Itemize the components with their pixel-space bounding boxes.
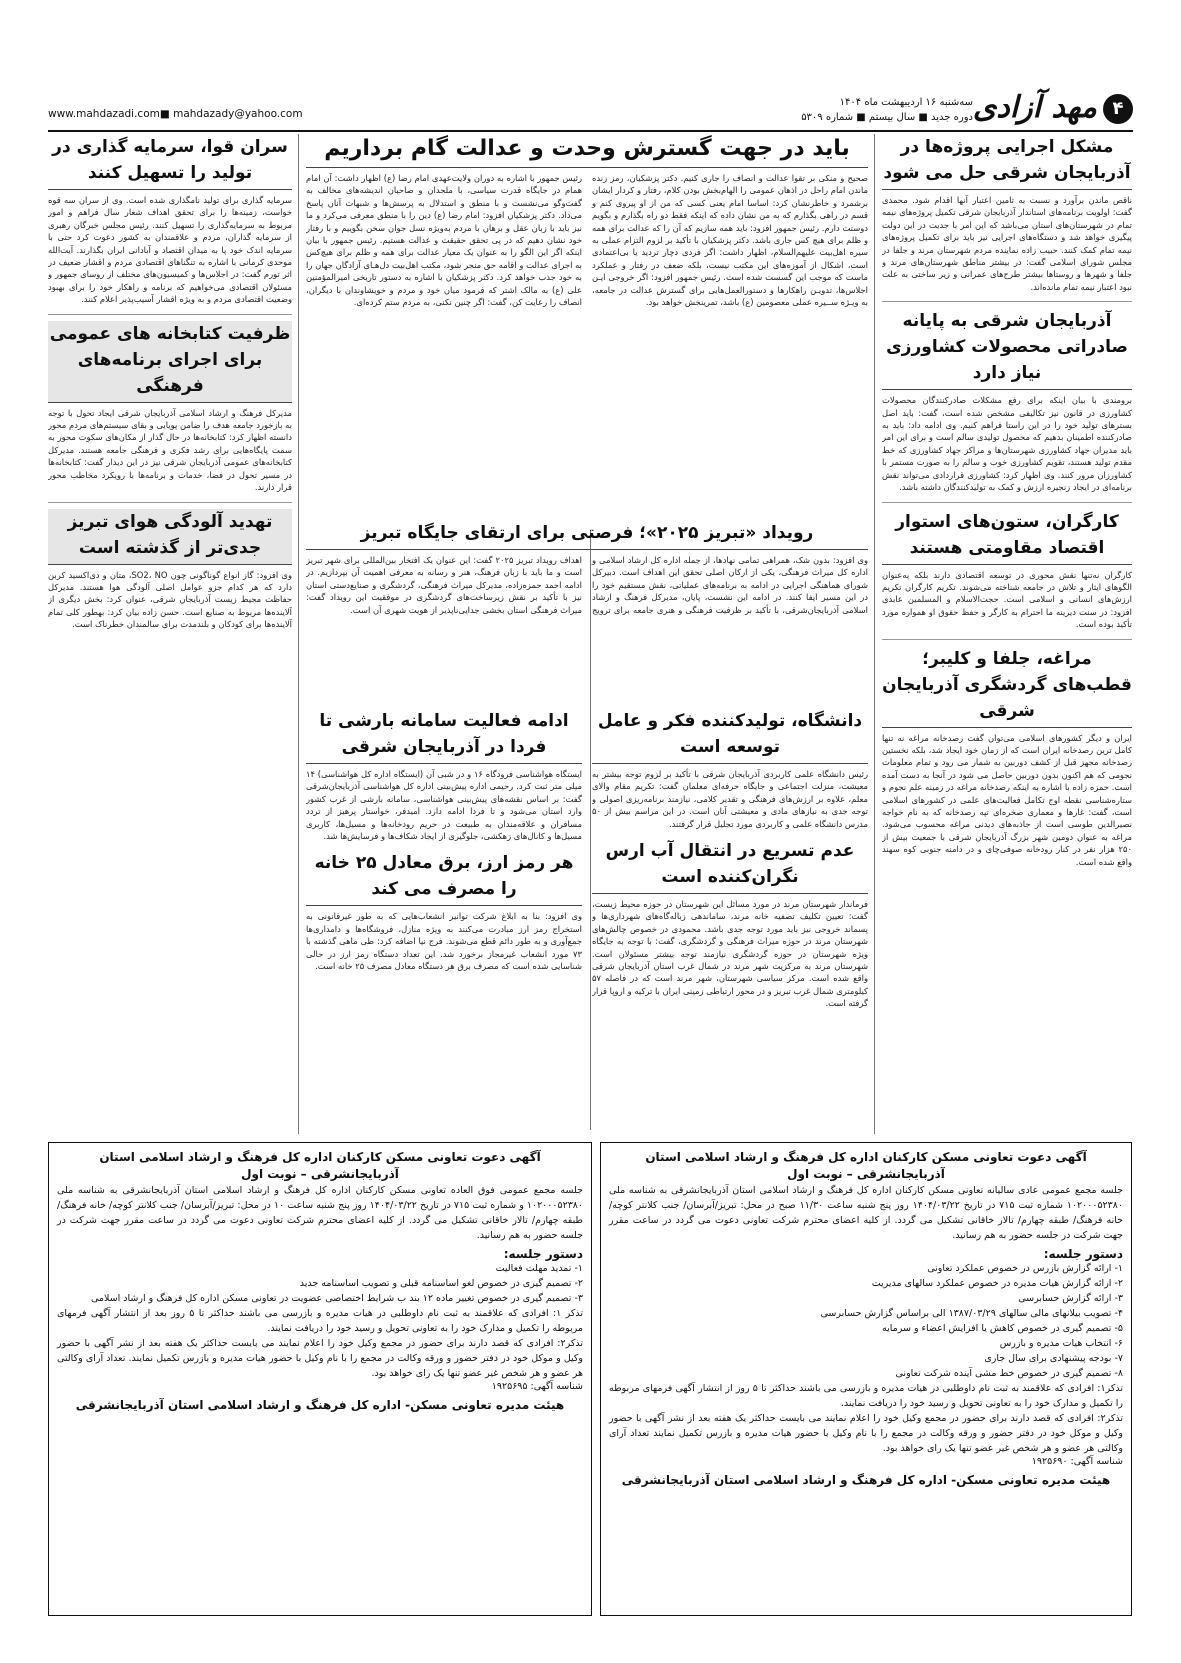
issue-info [801,95,973,125]
article-rainfall [306,708,582,842]
ad-note: تذکر۲: افرادی که قصد دارند برای حضور در مجمع وکیل خود را اعلام نمایند می بایست حداکثر یک هفته بعد از نشر آگهی با حضور وکیل و موکل خود در دفتر حضور و ورقه وکالت در مجمع را با نام وکیل با حضور هیات مدیره و بازرس تکمیل نمایند تعداد آرای وکالتی هر عضو و هر شخص غیر عضو تنها یک رای خواهد بود. [609,1413,1123,1454]
headline: تهدید آلودگی هوای تبریز جدی‌تر از گذشته است [48,509,292,565]
center-column [306,134,868,1134]
article-body: فرماندار شهرستان مرند در مورد مسائل این شهرستان در حوزه محیط زیست، گفت: تعیین تکلیف تصفیه خانه مرند، ساماندهی زباله‌گاه‌های شهرداری‌ها و پسماند خروجی نیز باید مورد توجه جدی باشد. محمودی در خصوص چالش‌های شهرستان مرند در حوزه میراث فرهنگی و گردشگری، گفت: با توجه به جایگاه ویژه شهرستان در حوزه گردشگری نیازمند توجه بیشتر مسئولان است. شهرستان مرند به مرکزیت شهر مرند در شمال غرب استان آذربایجان شرقی واقع شده است. مرکز سیاسی شهرستان، شهر مرند است که در فاصله ۵۷ کیلومتری شمال غرب تبریز و در محور ارتباطی زمینی ایران با ترکیه و اروپا قرار گرفته است. [592,899,868,1009]
article-body: وی افزود: گاز انواع گوناگونی چون SO2، NO، متان و دی‌اکسید کربن دارد که هر کدام جزو عوامل اصلی آلودگی هوا هستند. مدیرکل حفاظت محیط زیست آذربایجان شرقی، عنوان کرد: بخش دیگری از آلاینده‌ها مربوط به صنایع است. حسن زاده بیان کرد: بهطور کلی تمام آلاینده‌ها برای کودکان و بلندمدت برای سالمندان خطرناک است. [48,569,292,630]
ad-text: جلسه مجمع عمومی فوق العاده تعاونی مسکن کارکنان اداره کل فرهنگ و ارشاد اسلامی استان آذربایجانشرقی به شناسه ملی ۱۰۲۰۰۰۵۲۳۸۰ و شماره ثبت ۷۱۵ در تاریخ ۱۴۰۴/۰۳/۲۲ روز پنج شنبه ساعت ۱۰ در محل: تبریز/آبرسان/ جنب کلانتر کوچه/ خانه فرهنگ/ طبقه چهارم/ تالار خاقانی تشکیل می گردد. از کلیه اعضای محترم شرکت تعاونی دعوت می گردد در ساعت مقرر جهت شرکت در جلسه حضور به هم رسانید. [57,1185,584,1241]
ad-title: آگهی دعوت تعاونی مسکن کارکنان اداره کل فرهنگ و ارشاد اسلامی استان آذربایجانشرقی – نوبت اول [99,1150,541,1181]
agenda-item: ۷- بودجه پیشنهادی برای سال جاری [984,1353,1123,1364]
issue-date: سه‌شنبه ۱۶ اردیبهشت ماه ۱۴۰۴ [839,97,973,108]
issue-number: دوره جدید ■ سال بیستم ■ شماره ۵۳۰۹ [801,112,973,123]
article-tourism [882,646,1132,868]
newspaper-logo: مهد آزادی [972,90,1097,125]
article-investment [48,134,292,306]
agenda-item: ۲- تصمیم گیری در خصوص لغو اساسنامه قبلی و تصویب اساسنامه جدید [299,1278,583,1289]
agenda-item: ۳- تصمیم گیری در خصوص تغییر ماده ۱۲ بند ب شرایط اختصاصی عضویت در تعاونی مسکن اداره کل فرهنگ و ارشاد اسلامی [90,1293,583,1304]
article-crypto [306,850,582,972]
article-body: صحیح و منکی بر تقوا عدالت و انصاف را جاری کنیم. دکتر پزشکیان، رمز زنده ماندن امام راحل در اذهان عمومی را الهام‌بخش بودن کلام، رفتار و کردار ایشان برشمرد و خاطرنشان کرد: اساسا امام یعنی کسی که من از او پیروی کنم و قسم در راهی بگذارم که به من نشان داده که اینکه فقط دو راه بگذارم و بگویم دوستت دارم. رئیس جمهور افزود: باید همه سازیم که آن را که عدالت برای همه و ظلم برای هیچ کس جاری باشد. دکتر پزشکیان با تأکید بر لزوم التزام عملی به سیره اهل‌بیت علیهم‌السلام، اظهار داشت: اگر فردی دچار تردید یا بی‌اعتمادی است، اشکال از آموزه‌های این مکتب نیست، بلکه ضعف در رفتار و عملکرد ماست که موجب این گسست شده است. رئیس جمهور افزود: اگر خروجی ایـن اجلاس‌ها، تدویـن راهکارها و دستورالعمل‌هایی برای گسترش عدالت در جامعه، به ویـژه ســیره عملی معصومین (ع) باشد، تمرینخش خواهد بود. [592,173,868,308]
article-university [592,708,868,830]
article-main [306,134,868,512]
agenda-item: ۲- ارائه گزارش هیات مدیره در خصوص عملکرد سالهای مدیریت [871,1278,1123,1289]
column-divider [298,134,299,1134]
article-body: ایران و دیگر کشورهای اسلامی می‌توان گفت رصدخانه مراغه نه تنها کامل ترین رصدخانه ایران است که از زمان خود ایجاد شد، بلکه نخستین رصدخانه مجهز قبل از کشف دوربین به شمار می رود و تمام معلومات نجومی که هم اکنون بدون دوربین حاصل می شود در آنجا به دست آمده است. حمزه زاده با اشاره به اینکه رصدخانه مراغه در زمینه علم نجوم و ستاره‌شناسی نقطه اوج تکامل فعالیت‌های علمی در کشورهای اسلامی است، گفت: غارها و معماری صخره‌ای تپه رصدخانه که به نام خواجه نصیرالدین طوسی است از جاذبه‌های دیدنی مراغه محسوب می‌شود. مراغه به عنوان دومین شهر بزرگ آذربایجان شرقی با جمعیت بیش از ۲۵۰ هزار نفر در کنار رودخانه صوفی‌چای و در دامنه جنوبی کوه سهند واقع شده است. [882,732,1132,867]
headline: رویداد «تبریز ۲۰۲۵»؛ فرصتی برای ارتقای جایگاه تبریز [306,520,868,550]
ad-note: تذکر۱: افرادی که علاقمند به ثبت نام داوطلبی در هیات مدیره و بازرسی می باشند حداکثر تا ۵ روز از انتشار آگهی فرمهای مربوطه را تکمیل و مدارک خود را به تعاونی تحویل و رسید خود را دریافت نمایند. [609,1383,1123,1409]
agenda-title: دستور جلسه: [503,1247,583,1261]
ad-ordinary-assembly [600,1142,1132,1616]
headline: هر رمز ارز، برق معادل ۲۵ خانه را مصرف می کند [306,850,582,906]
article-aras-water [592,838,868,1010]
article-libraries [48,321,292,494]
article-projects [882,134,1132,293]
article-body: ناقص ماندن برآورد و نسبت به تامین اعتبار آنها اقدام شود. محمدی گفت: اولویت برنامه‌های استاندار آذربایجان شرقی تکمیل پروژه‌های نیمه تمام در شهرستان‌های استان می‌باشد که این امر با جدیت در این دولت پیگیری خواهد شد و دستگاه‌های اجرایی نیز باید برای تکمیل پروژه‌های نیمه تمام کمک کنند. حبیب زاده نماینده مردم شهرستان مرند و جلفا در مجلس شورای اسلامی گفت: در بیشتر مناطق شهرستان‌های مرند و جلفا و شهرها و روستاها بیشتر طرح‌های عمرانی و زیر ساختی به علت نبود اعتبار نیمه تمام مانده‌اند. [882,195,1132,292]
agenda-item: ۱- ارائه گزارش بازرس در خصوص عملکرد تعاونی [927,1263,1123,1274]
headline: کارگران، ستون‌های استوار اقتصاد مقاومتی هستند [882,509,1132,565]
ad-note: تذکر ۱: افرادی که علاقمند به ثبت نام داوطلبی در هیات مدیره و بازرسی می باشند حداکثر تا ۵ روز بعد از انتشار آگهی فرمهای مربوطه را تکمیل و مدارک خود را به تعاونی تحویل و رسید خود را دریافت نمایند. [57,1308,583,1334]
ad-note: تذکر۲: افرادی که قصد دارند برای حضور در مجمع وکیل خود را اعلام نمایند می بایست حداکثر یک هفته بعد از نشر آگهی با حضور وکیل و موکل خود در دفتر حضور و ورقه وکالت در مجمع را با نام وکیل با حضور هیات مدیره و بازرس تکمیل نمایند. تعداد آرای وکالتی هر عضو و هر شخص غیر عضو تنها یک رای خواهد بود. [57,1338,583,1379]
headline: سران قوا، سرمایه گذاری در تولید را تسهیل کنند [48,134,292,190]
headline: ظرفیت کتابخانه های عمومی برای اجرای برنامه‌های فرهنگی [48,321,292,403]
headline: عدم تسریع در انتقال آب ارس نگران‌کننده است [592,838,868,894]
center-right-subcolumn [306,708,582,1128]
article-body: برومندی با بیان اینکه برای رفع مشکلات صادرکنندگان محصولات کشاورزی در قانون نیز تکالیفی مشخص شده است، گفت: باید اصل بسترهای تولید خود را در این راستا فراهم کنیم. وی ادامه داد: باید به صادرکننده اطمینان بدهیم که محصول تولیدی سالم است و برای این امر باید مدیران جهاد کشاورزی شهرستان‌ها و مراکز جهاد کشاورزی که خط مقدم تولید هستند، تقویم کشاورزی خوب و سالم را به صورت مستمر با کشاورزان مرور کنند. وی اظهار کرد: کشاورزی قراردادی می‌تواند نقش برنامه‌ای در ایجاد زنجیره ارزش و کمک به تولیدکنندگان داشته باشد. [882,395,1132,493]
agenda-item: ۸- تصمیم گیری در خصوص خط مشی آینده شرکت تعاونی [895,1368,1123,1379]
agenda-item: ۱- تمدید مهلت فعالیت [495,1263,583,1274]
ad-signature: هیئت مدیره تعاونی مسکن- اداره کل فرهنگ و ارشاد اسلامی استان آذربایجانشرقی [75,1398,565,1412]
article-body: ایستگاه هواشناسی فرودگاه ۱۶ و در شبی آن (ایستگاه اداره کل هواشناسی) ۱۴ میلی متر ثبت کرد. رحیمی اداره پیش‌بینی اداره کل هواشناسی آذربایجان‌شرقی گفت: بر اساس نقشه‌های پیش‌بینی هواشناسی، سامانه بارشی از غرب کشور وارد استان می‌شود و تا فردا ادامه دارد. امیدفر، خواستار پرهیز از تردد مسافران و علاقه‌مندان به طبیعت در حریم رودخانه‌ها و مسیل‌ها، کاربری مسیل‌ها و کانال‌های زهکشی، جلوگیری از ایجاد شکاف‌ها و فرسایش‌ها شد. [306,769,582,842]
article-workers [882,509,1132,631]
ad-code: شناسه آگهی: ۱۹۲۵۶۹۰ [1031,1456,1123,1467]
article-air-pollution [48,509,292,631]
page-number: ۴ [1103,94,1133,124]
center-left-subcolumn [592,708,868,1128]
right-column [882,134,1132,1134]
article-body: سرمایه گذاری برای تولید نامگذاری شده است. وی از سران سه قوه خواست، زمینه‌ها را برای تحقق اهداف شعار سال فراهم و امور مربوط به سرمایه‌گذاری را تسهیل کنند. رئیس مجلس خبرگان رهبری از سرمایه گذاران، مردم و علاقمندان به کشور دعوت کرد حتی با سرمایه اندک خود پا به میدان اقتصاد و آبادانی ایران بگذارند. آیت‌الله موحدی کرمانی با اشاره به تنگناهای اقتصادی مردم و اقشار ضعیف در اثر تورم گفت: در اجلاس‌ها و کمیسیون‌های مختلف از روسای جمهور و مسئولان اقتصادی می‌خواهیم که برنامه و راهکار خود را برای بهبود وضعیت اقتصادی مردم و به ویژه اقشار آسیب‌پذیر اعلام کنند. [48,195,292,305]
article-body: وی افزود: بنا به ابلاغ شرکت توانیر انشعاب‌هایی که به طور غیرقانونی به استخراج رمز ارز مبادرت می‌کنند به ویژه منازل، فروشگاه‌ها و دامداری‌ها جمع‌آوری و به طور دائم قطع می‌شوند. فرج نیا اضافه کرد: طی ماهی گذشته با ۷۳ مورد انشعاب غیرمجاز برخورد شد. این تعداد دستگاه رمز ارز در حالی شناسایی شده است که مصرف برق هر دستگاه معادل مصرف ۲۵ خانه است. [306,911,582,972]
article-body: کارگران نه‌تنها نقش محوری در توسعه اقتصادی دارند بلکه به‌عنوان الگوهای ایثار و تلاش در جامعه شناخته می‌شوند. تکریم کارگران تکریم ارزش‌های انسانی و اسلامی است. حجت‌الاسلام و المسلمین عابدی افزود: در سنت دیرینه ما احترام به کارگر و حفظ حقوق او همواره مورد تأکید بوده است. [882,569,1132,630]
article-body: مدیرکل فرهنگ و ارشاد اسلامی آذربایجان شرقی ایجاد تحول با توجه به بازخورد جامعه هدف را ضامن پویایی و بقای سیستم‌های مردم محور دانسته اظهار کرد: کتابخانه‌ها در حال گذار از مکان‌های سکوت محور به سمت پایگاه‌هایی برای رشد فکری و فرهنگی جامعه هستند. مدیرکل کتابخانه‌های عمومی آذربایجان شرقی نیز در این دیدار گفت: کتابخانه‌ها در مسیر تحول در فضا، خدمات و برنامه‌ها با رویکرد مخاطب محور قرار دارند. [48,407,292,493]
agenda-item: ۴- تصویب بیلانهای مالی سالهای ۱۳۸۷/۰۳/۲۹ الی براساس گزارش حسابرسی [820,1308,1123,1319]
article-body: رئیس دانشگاه علمی کاربردی آذربایجان شرقی با تأکید بر لزوم توجه بیشتر به معیشت، منزلت اجتماعی و جایگاه حرفه‌ای معلمان گفت: تکریم مقام والای معلم، علاوه بر ارزش‌های فرهنگی و تقدیر کلامی، نیازمند برنامه‌ریزی اصولی و توجه جدی به نیازهای مادی و معیشتی آنان است. در این مراسم بیش از ۵۰ مدرس دانشگاه علمی و کاربردی مورد تجلیل قرار گرفتند. [592,769,868,829]
headline: مراغه، جلفا و کلیبر؛ قطب‌های گردشگری آذربایجان شرقی [882,646,1132,728]
headline: آذربایجان شرقی به پایانه صادراتی محصولات کشاورزی نیاز دارد [882,308,1132,390]
ad-code: شناسه آگهی: ۱۹۲۵۶۹۵ [491,1381,583,1392]
article-tabriz-2025 [306,520,868,700]
masthead [48,92,1133,132]
headline: ادامه فعالیت سامانه بارشی تا فردا در آذربایجان شرقی [306,708,582,764]
ad-text: جلسه مجمع عمومی عادی سالیانه تعاونی مسکن کارکنان اداره کل فرهنگ و ارشاد اسلامی استان آذربایجانشرقی به شناسه ملی ۱۰۲۰۰۰۵۲۳۸۰ شماره ثبت ۷۱۵ در تاریخ ۱۴۰۴/۰۳/۲۲ روز پنج شنبه ساعت ۱۱/۳۰ صبح در محل: تبریز/آبرسان/ جنب کلانتر کوچه/ خانه فرهنگ/ طبقه چهارم/ تالار خاقانی تشکیل می گردد. از کلیه اعضای محترم شرکت تعاونی دعوت می گردد در ساعت مقرر جهت شرکت در جلسه حضور به هم رسانید. [609,1185,1123,1241]
article-body: رئیس جمهور با اشاره به دوران ولایت‌عهدی امام رضا (ع) اظهار داشت: آن امام همام در جایگاه قدرت سیاسی، با ملحدان و صاحبان اندیشه‌های مخالف به گفت‌وگو می‌نشست و با منطق و استدلال به پرسش‌ها و شبهات آنان پاسخ می‌داد. دکتر پزشکیان افزود: امام رضا (ع) دین را با منطق معرفی می‌کرد و ما نیز باید با زبان عقل و برهان با مردم به‌ویژه نسل جوان سخن بگوییم و با رفتار خود نشان دهیم که در پی تحقق حقیقت و عدالت هستیم. رئیس جمهور با بیان اینکه اگر این الگو را به عنوان یک معیار عدالت برای همه و ظلم برای هیچ‌کس به اجرای عدالت و اقامه حق منجر شود، مکتب اهل‌بیت دل‌هـای آزادگان جهان را به خود جذب خواهد کرد. دکتر پزشکیان با اشاره به دستور تاریخی امیرالمؤمنین علی (ع) به مالک اشتر که فرمود میان خود و مردم و خویشاوندان با دیگران، انصاف را رعایت کن، گفت: اگر چنین نکنی، به مردم ستم کرده‌ای. [306,173,582,308]
agenda-item: ۳- ارائه گزارش حسابرسی [1018,1293,1123,1304]
main-headline: باید در جهت گسترش وحدت و عدالت گام برداریم [306,134,868,168]
agenda-item: ۶- انتخاب هیات مدیره و بازرس [999,1338,1123,1349]
column-divider [874,134,875,1134]
agenda-item: ۵- تصمیم گیری در خصوص کاهش یا افزایش اعضاء و سرمایه [882,1323,1123,1334]
article-body: وی افزود: بدون شک، همراهی تمامی نهادها، از جمله اداره کل ارشاد اسلامی و اداره کل میراث فرهنگی، یکی از ارکان اصلی تحقق این اهداف است. دبیرکل شورای هماهنگی اجرایی در ادامه به برنامه‌های عملیاتی، نقش مستقیم خود را در این مسیر ایفا کنند. در ادامه این نشست، پایان، مدیرکل فرهنگ و ارشاد اسلامی آذربایجان‌شرقی، با تأکید بر ظرفیت فرهنگی و هنری جامعه برای ترویج اهداف رویداد تبریز ۲۰۲۵ گفت: این عنوان یک افتخار بین‌المللی برای شهر تبریز است و ما باید با زبان فرهنگ، هنر و رسانه به معرفی اهمیت آن بپردازیم. در ادامه احمد حمزه‌زاده، مدیرکل میراث فرهنگی، گردشگری و صنایع‌دستی استان نیز با تأکید بر نقش زیرساخت‌های گردشگری در موفقیت این رویداد گفت: میراث فرهنگی استان بخشی جدایی‌ناپذیر از هویت شهری آن است. [306,555,868,615]
headline: دانشگاه، تولیدکننده فکر و عامل توسعه است [592,708,868,764]
agenda-title: دستور جلسه: [1043,1247,1123,1261]
ad-extraordinary-assembly [48,1142,592,1616]
article-export-terminal [882,308,1132,493]
ad-signature: هیئت مدیره تعاونی مسکن- اداره کل فرهنگ و ارشاد اسلامی استان آذربایجانشرقی [621,1473,1111,1487]
contact-info[interactable]: www.mahdazadi.com■ mahdazady@yahoo.com [48,108,303,120]
ad-title: آگهی دعوت تعاونی مسکن کارکنان اداره کل فرهنگ و ارشاد اسلامی استان آذربایجانشرقی – نوبت اول [645,1150,1087,1181]
headline: مشکل اجرایی پروژه‌ها در آذربایجان شرقی حل می شود [882,134,1132,190]
left-column [48,134,292,1134]
